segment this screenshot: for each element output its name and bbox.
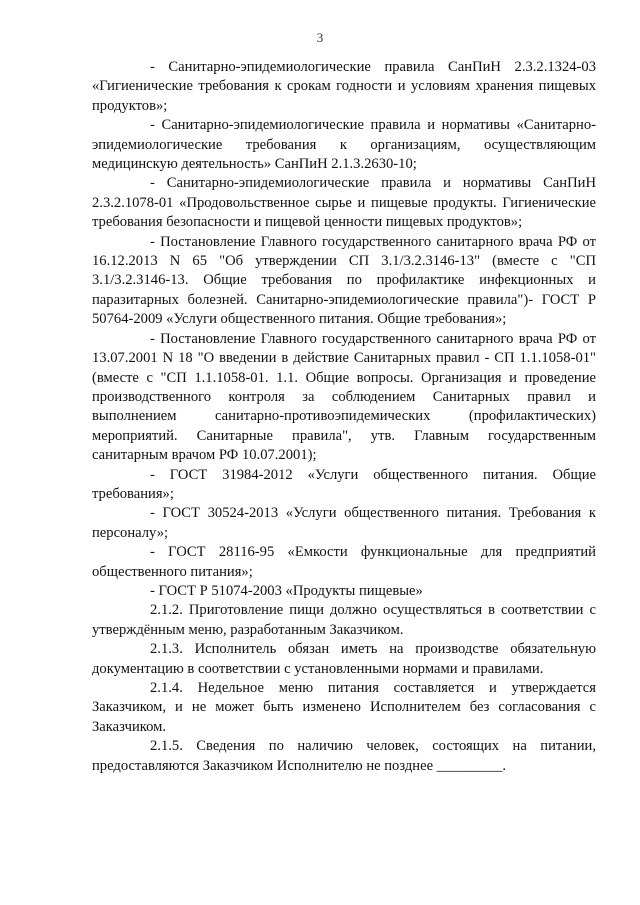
- paragraph-2-1-3: 2.1.3. Исполнитель обязан иметь на производстве обязательную документацию в соответствии с установленными нормами и правилами.: [92, 641, 596, 677]
- paragraph-gost-31984: - ГОСТ 31984-2012 «Услуги общественного питания. Общие требования»;: [92, 466, 596, 502]
- paragraph-gost-28116: - ГОСТ 28116-95 «Емкости функциональные для предприятий общественного питания»;: [92, 544, 596, 580]
- paragraph-postanovlenie-65: - Постановление Главного государственного санитарного врача РФ от 16.12.2013 N 65 "Об утверждении СП 3.1/3.2.3146-13" (вместе с "СП 3.1/3.2.3146-13. Общие требования по профилактике инфекционных и паразитарных болезней. Санитарно-эпидемиологические правила")- ГОСТ Р 50764-2009 «Услуги общественного питания. Общие требования»;: [92, 233, 596, 328]
- paragraph-2-1-2: 2.1.2. Приготовление пищи должно осуществляться в соответствии с утверждённым меню, разработанным Заказчиком.: [92, 602, 596, 638]
- document-body: [92, 58, 596, 776]
- paragraph-sanpin-1324: - Санитарно-эпидемиологические правила СанПиН 2.3.2.1324-03 «Гигиенические требования к срокам годности и условиям хранения пищевых продуктов»;: [92, 59, 596, 114]
- paragraph-sanpin-1078: - Санитарно-эпидемиологические правила и нормативы СанПиН 2.3.2.1078-01 «Продовольственное сырье и пищевые продукты. Гигиенические требования безопасности и пищевой ценности пищевых продуктов»;: [92, 175, 596, 231]
- page-number: 3: [316, 30, 324, 45]
- paragraph-gost-30524: - ГОСТ 30524-2013 «Услуги общественного питания. Требования к персоналу»;: [92, 505, 596, 541]
- paragraph-2-1-4: 2.1.4. Недельное меню питания составляется и утверждается Заказчиком, и не может быть изменено Исполнителем без согласования с Заказчиком.: [92, 680, 596, 735]
- paragraph-gost-51074: - ГОСТ Р 51074-2003 «Продукты пищевые»: [150, 582, 423, 599]
- paragraph-postanovlenie-18: - Постановление Главного государственного санитарного врача РФ от 13.07.2001 N 18 "О введении в действие Санитарных правил - СП 1.1.1058-01"(вместе с "СП 1.1.1058-01. 1.1. Общие вопросы. Организация и проведение производственного контроля за соблюдением Санитарных правил и выполнением санитарно-противоэпидемических (профилактических) мероприятий. Санитарные правила", утв. Главным государственным санитарным врачом РФ 10.07.2001);: [92, 330, 596, 464]
- paragraph-sanpin-2630: - Санитарно-эпидемиологические правила и нормативы «Санитарно-эпидемиологические требования к организациям, осуществляющим медицинскую деятельность» СанПиН 2.1.3.2630-10;: [92, 117, 596, 173]
- paragraph-2-1-5: 2.1.5. Сведения по наличию человек, состоящих на питании, предоставляются Заказчиком Исполнителю не позднее _________.: [92, 738, 596, 774]
